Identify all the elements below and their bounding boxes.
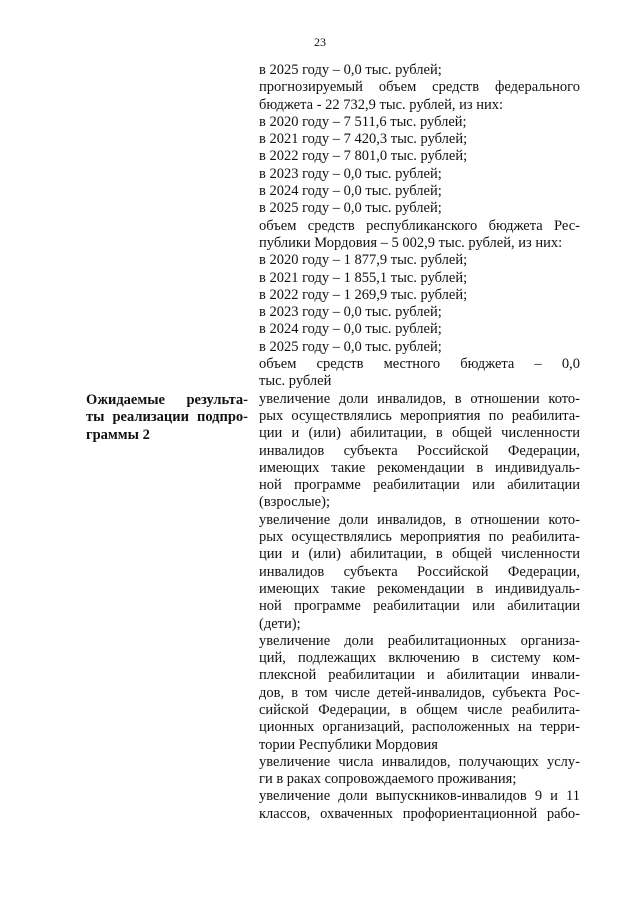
section-content bbox=[259, 62, 580, 823]
content-line: ги в раках сопровождаемого проживания; bbox=[259, 771, 517, 788]
content-line: в 2022 году – 7 801,0 тыс. рублей; bbox=[259, 148, 468, 165]
content-line: тории Республики Мордовия bbox=[259, 736, 438, 753]
content-line: увеличение доли выпускников-инвалидов 9 и 11 bbox=[259, 788, 580, 805]
content-line: (взрослые); bbox=[259, 494, 330, 511]
content-line: в 2025 году – 0,0 тыс. рублей; bbox=[259, 338, 442, 355]
content-line: прогнозируемый объем средств федерального bbox=[259, 79, 580, 96]
content-line: имеющих такие рекомендации в индивидуаль- bbox=[259, 459, 580, 476]
content-line: инвалидов субъекта Российской Федерации, bbox=[259, 563, 580, 580]
content-line: в 2025 году – 0,0 тыс. рублей; bbox=[259, 200, 442, 217]
content-line: увеличение доли реабилитационных организа- bbox=[259, 632, 580, 649]
section-label-line: ты реализации подпро- bbox=[86, 409, 248, 426]
content-line: рых осуществлялись мероприятия по реабилита- bbox=[259, 529, 580, 546]
content-line: публики Мордовия – 5 002,9 тыс. рублей, из них: bbox=[259, 234, 563, 251]
content-line: сийской Федерации, в общем числе реабилита- bbox=[259, 701, 580, 718]
content-line: в 2023 году – 0,0 тыс. рублей; bbox=[259, 165, 442, 182]
content-line: в 2025 году – 0,0 тыс. рублей; bbox=[259, 62, 442, 78]
content-line: объем средств местного бюджета – 0,0 bbox=[259, 356, 580, 373]
content-line: в 2023 году – 0,0 тыс. рублей; bbox=[259, 304, 442, 321]
page-number: 23 bbox=[314, 35, 326, 49]
content-line: ной программе реабилитации или абилитации bbox=[259, 477, 580, 494]
content-line: увеличение доли инвалидов, в отношении кото- bbox=[259, 390, 580, 407]
content-line: увеличение доли инвалидов, в отношении кото- bbox=[259, 511, 580, 528]
content-line: в 2024 году – 0,0 тыс. рублей; bbox=[259, 183, 442, 200]
content-line: ции и (или) абилитации, в общей численности bbox=[259, 425, 580, 442]
content-line: инвалидов субъекта Российской Федерации, bbox=[259, 442, 580, 459]
content-line: объем средств республиканского бюджета Рес- bbox=[259, 217, 580, 234]
content-line: (дети); bbox=[259, 615, 301, 632]
content-line: в 2024 году – 0,0 тыс. рублей; bbox=[259, 321, 442, 338]
content-line: бюджета - 22 732,9 тыс. рублей, из них: bbox=[259, 96, 504, 113]
content-line: дов, в том числе детей-инвалидов, субъекта Рос- bbox=[259, 684, 580, 701]
content-line: в 2021 году – 7 420,3 тыс. рублей; bbox=[259, 131, 468, 148]
content-line: ций, подлежащих включению в систему ком- bbox=[259, 650, 580, 667]
content-line: ции и (или) абилитации, в общей численности bbox=[259, 546, 580, 563]
section-label bbox=[86, 392, 248, 444]
content-line: рых осуществлялись мероприятия по реабилита- bbox=[259, 407, 580, 424]
content-line: в 2020 году – 1 877,9 тыс. рублей; bbox=[259, 252, 468, 269]
content-line: имеющих такие рекомендации в индивидуаль- bbox=[259, 580, 580, 597]
section-label-line: Ожидаемые результа- bbox=[86, 392, 248, 408]
section-label-line: граммы 2 bbox=[86, 426, 150, 443]
content-line: ной программе реабилитации или абилитации bbox=[259, 598, 580, 615]
content-line: в 2020 году – 7 511,6 тыс. рублей; bbox=[259, 113, 467, 130]
content-line: в 2022 году – 1 269,9 тыс. рублей; bbox=[259, 286, 468, 303]
content-line: ционных организаций, расположенных на терри- bbox=[259, 719, 580, 736]
content-line: плексной реабилитации и абилитации инвали- bbox=[259, 667, 580, 684]
content-line: тыс. рублей bbox=[259, 373, 332, 390]
content-line: классов, охваченных профориентационной рабо- bbox=[259, 805, 580, 822]
content-line: увеличение числа инвалидов, получающих услу- bbox=[259, 753, 580, 770]
content-line: в 2021 году – 1 855,1 тыс. рублей; bbox=[259, 269, 468, 286]
